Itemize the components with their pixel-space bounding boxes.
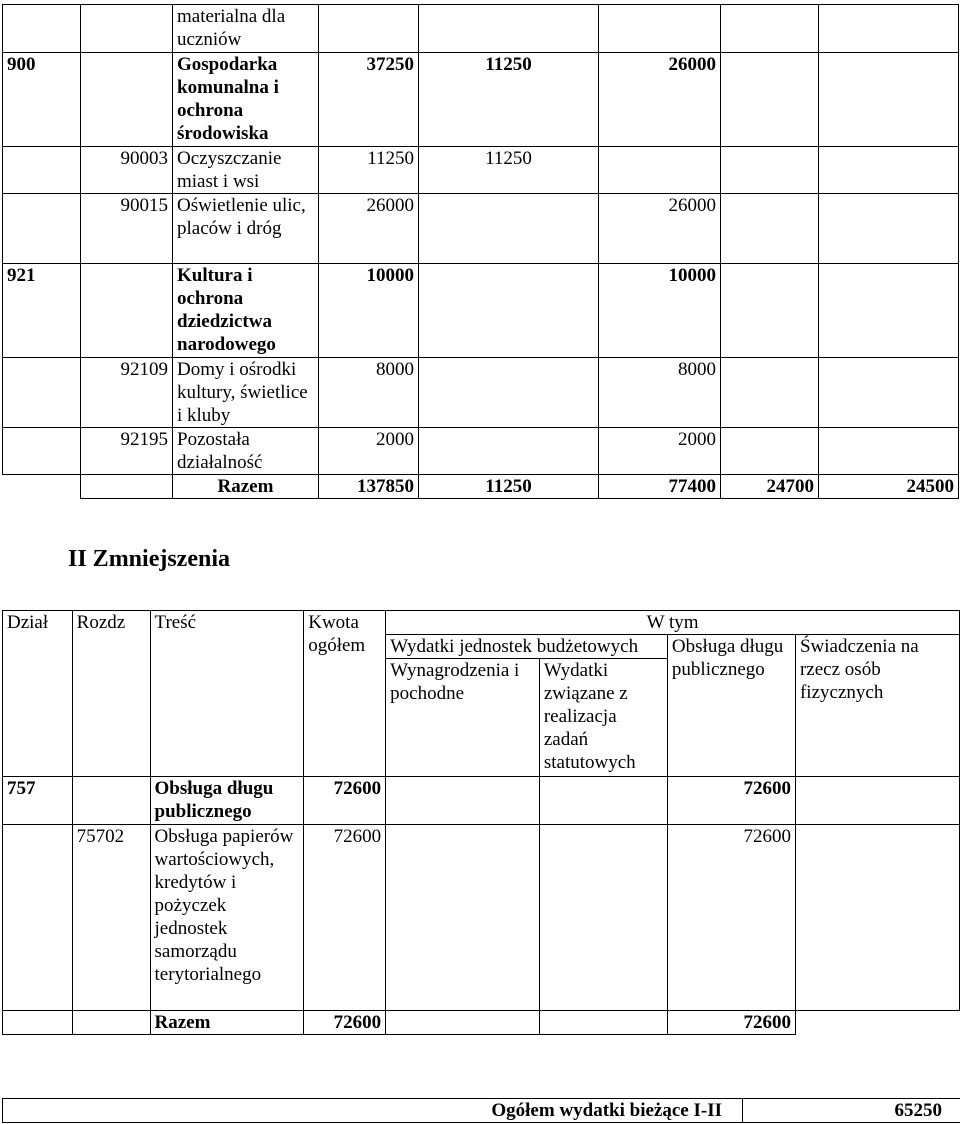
swiad-cell (819, 194, 959, 264)
dzial-cell: 757 (3, 777, 73, 825)
obs-cell (721, 147, 819, 194)
rozdz-cell: 90003 (81, 147, 173, 194)
empty-cell (72, 1011, 150, 1035)
wyn-cell (386, 825, 540, 1011)
swiad-cell (795, 777, 959, 825)
table-row (3, 53, 959, 147)
swiad-cell (819, 358, 959, 428)
obs-cell: 72600 (667, 777, 795, 825)
table-row (3, 777, 960, 825)
wyn-cell (419, 428, 599, 475)
kwota-cell (319, 5, 419, 53)
wyn-cell (419, 5, 599, 53)
wyd-cell: 2000 (599, 428, 721, 475)
empty-cell (3, 1011, 73, 1035)
kwota-cell: 37250 (319, 53, 419, 147)
kwota-cell: 26000 (319, 194, 419, 264)
rozdz-cell (81, 264, 173, 358)
grand-total-row (3, 1099, 960, 1123)
section-heading: II Zmniejszenia (68, 546, 230, 572)
kwota-cell: 72600 (304, 825, 386, 1011)
tresc-cell: Gospodarka komunalna i ochrona środowiska (173, 53, 319, 147)
header-dzial: Dział (3, 611, 73, 777)
total-obs: 72600 (667, 1011, 795, 1035)
dzial-cell (3, 147, 81, 194)
swiad-cell (819, 53, 959, 147)
wyd-cell (599, 5, 721, 53)
wyd-cell: 10000 (599, 264, 721, 358)
table-row (3, 428, 959, 475)
total-kwota: 72600 (304, 1011, 386, 1035)
empty-cell (795, 1011, 959, 1035)
tresc-cell: materialna dla uczniów (173, 5, 319, 53)
total-obs: 24700 (721, 475, 819, 499)
expenses-table-top (2, 4, 959, 499)
header-wydatki-jednostek: Wydatki jednostek budżetowych (386, 635, 668, 659)
tresc-cell: Kultura i ochrona dziedzictwa narodowego (173, 264, 319, 358)
table-row (3, 358, 959, 428)
header-swiadczenia: Świadczenia na rzecz osób fizycznych (795, 635, 959, 777)
tresc-cell: Obsługa długu publicznego (150, 777, 304, 825)
header-wydatki-statutowe: Wydatki związane z realizacja zadań statutowych (539, 659, 667, 777)
total-kwota: 137850 (319, 475, 419, 499)
rozdz-cell (81, 53, 173, 147)
total-row (3, 475, 959, 499)
total-label: Razem (150, 1011, 304, 1035)
wyd-cell: 26000 (599, 53, 721, 147)
wyn-cell: 11250 (419, 147, 599, 194)
wyd-cell: 26000 (599, 194, 721, 264)
empty-cell (3, 475, 81, 499)
header-kwota: Kwota ogółem (304, 611, 386, 777)
header-w-tym: W tym (386, 611, 960, 635)
dzial-cell (3, 194, 81, 264)
wyn-cell (419, 194, 599, 264)
wyd-cell (539, 777, 667, 825)
wyn-cell (419, 264, 599, 358)
rozdz-cell: 92195 (81, 428, 173, 475)
tresc-cell: Obsługa papierów wartościowych, kredytów i pożyczek jednostek samorządu terytorialnego (150, 825, 304, 1011)
kwota-cell: 8000 (319, 358, 419, 428)
rozdz-cell (81, 5, 173, 53)
grand-total-table (2, 1098, 960, 1123)
dzial-cell (3, 358, 81, 428)
header-row (3, 611, 960, 635)
kwota-cell: 72600 (304, 777, 386, 825)
header-wynagrodzenia: Wynagrodzenia i pochodne (386, 659, 540, 777)
total-label: Razem (173, 475, 319, 499)
kwota-cell: 10000 (319, 264, 419, 358)
dzial-cell (3, 825, 73, 1011)
dzial-cell: 900 (3, 53, 81, 147)
swiad-cell (795, 825, 959, 1011)
wyn-cell: 11250 (419, 53, 599, 147)
table-row (3, 147, 959, 194)
tresc-cell: Pozostała działalność (173, 428, 319, 475)
wyd-cell (539, 825, 667, 1011)
empty-cell (539, 1011, 667, 1035)
total-row (3, 1011, 960, 1035)
total-swiad: 24500 (819, 475, 959, 499)
dzial-cell: 921 (3, 264, 81, 358)
wyn-cell (386, 777, 540, 825)
table-row (3, 194, 959, 264)
total-wyn: 11250 (419, 475, 599, 499)
table-row (3, 264, 959, 358)
kwota-cell: 2000 (319, 428, 419, 475)
obs-cell (721, 5, 819, 53)
obs-cell (721, 358, 819, 428)
table-row (3, 825, 960, 1011)
obs-cell (721, 428, 819, 475)
kwota-cell: 11250 (319, 147, 419, 194)
wyd-cell (599, 147, 721, 194)
dzial-cell (3, 5, 81, 53)
swiad-cell (819, 264, 959, 358)
rozdz-cell: 90015 (81, 194, 173, 264)
swiad-cell (819, 428, 959, 475)
table-row (3, 5, 959, 53)
header-rozdz: Rozdz (72, 611, 150, 777)
tresc-cell: Domy i ośrodki kultury, świetlice i kluby (173, 358, 319, 428)
header-tresc: Treść (150, 611, 304, 777)
tresc-cell: Oczyszczanie miast i wsi (173, 147, 319, 194)
obs-cell (721, 194, 819, 264)
swiad-cell (819, 147, 959, 194)
grand-total-label: Ogółem wydatki bieżące I-II (3, 1099, 743, 1123)
dzial-cell (3, 428, 81, 475)
rozdz-cell: 75702 (72, 825, 150, 1011)
rozdz-cell: 92109 (81, 358, 173, 428)
obs-cell: 72600 (667, 825, 795, 1011)
wyd-cell: 8000 (599, 358, 721, 428)
empty-cell (386, 1011, 540, 1035)
expenses-table-bottom (2, 610, 960, 1035)
rozdz-cell (72, 777, 150, 825)
empty-cell (81, 475, 173, 499)
obs-cell (721, 53, 819, 147)
obs-cell (721, 264, 819, 358)
total-wyd: 77400 (599, 475, 721, 499)
tresc-cell: Oświetlenie ulic, placów i dróg (173, 194, 319, 264)
grand-total-value: 65250 (743, 1099, 960, 1123)
swiad-cell (819, 5, 959, 53)
header-obsluga: Obsługa długu publicznego (667, 635, 795, 777)
wyn-cell (419, 358, 599, 428)
